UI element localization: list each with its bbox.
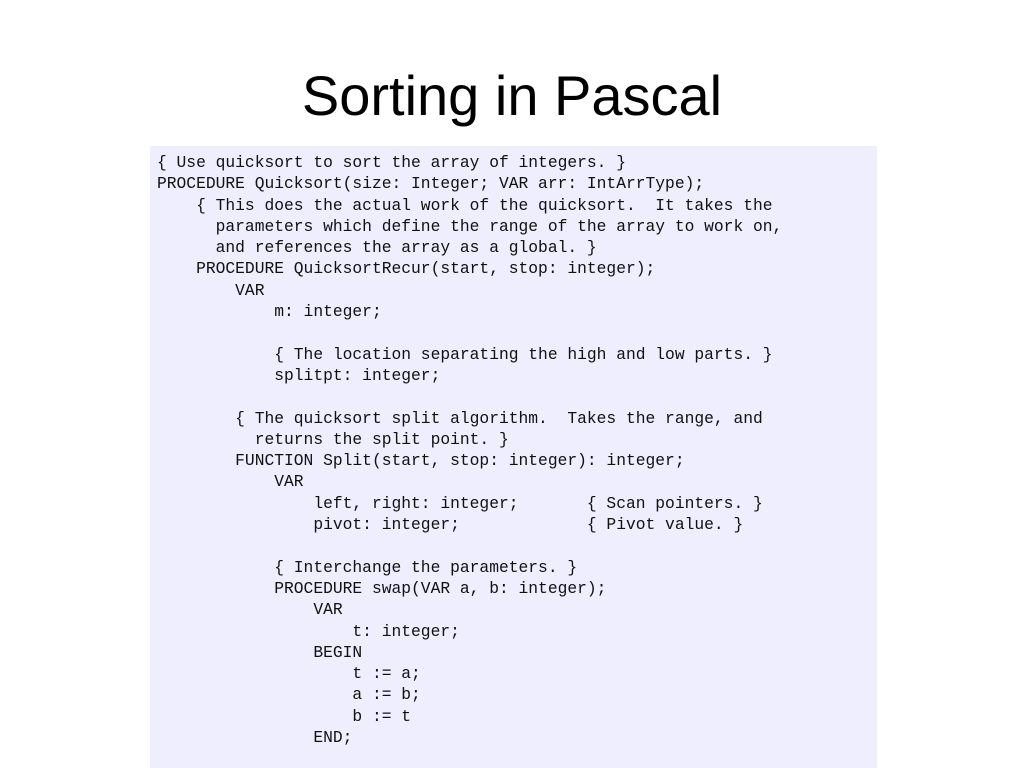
- code-line: and references the array as a global. }: [157, 238, 597, 258]
- code-line: VAR: [157, 472, 304, 492]
- code-line: { Use quicksort to sort the array of integers. }: [157, 153, 626, 172]
- code-line: b := t: [157, 706, 412, 726]
- code-line: splitpt: integer;: [157, 365, 441, 385]
- code-line: t := a;: [157, 664, 421, 684]
- code-listing: [150, 146, 877, 768]
- code-line: { The quicksort split algorithm. Takes the range, and: [157, 408, 763, 428]
- slide-title: Sorting in Pascal: [301, 64, 723, 127]
- code-line: { The location separating the high and low parts. }: [157, 344, 773, 364]
- code-line: [157, 535, 877, 556]
- code-line: FUNCTION Split(start, stop: integer): integer;: [157, 451, 685, 471]
- code-line: m: integer;: [157, 302, 382, 322]
- code-line: PROCEDURE Quicksort(size: Integer; VAR arr: IntArrType);: [157, 174, 705, 194]
- code-line: BEGIN: [157, 642, 363, 662]
- code-line: PROCEDURE swap(VAR a, b: integer);: [157, 578, 607, 598]
- code-line: [157, 322, 877, 343]
- code-line: t: integer;: [157, 621, 460, 641]
- code-line: parameters which define the range of the array to work on,: [157, 216, 783, 236]
- code-line: a := b;: [157, 685, 421, 705]
- code-line: PROCEDURE QuicksortRecur(start, stop: integer);: [157, 259, 656, 279]
- code-line: END;: [157, 728, 353, 748]
- code-line: VAR: [157, 280, 265, 300]
- code-line: { Interchange the parameters. }: [157, 557, 578, 577]
- code-line: { This does the actual work of the quicksort. It takes the: [157, 195, 773, 215]
- code-line: returns the split point. }: [157, 429, 509, 449]
- code-line: VAR: [157, 600, 343, 620]
- code-line: left, right: integer; { Scan pointers. }: [157, 493, 763, 513]
- code-line: [157, 386, 877, 407]
- code-block: [150, 146, 877, 748]
- code-line: pivot: integer; { Pivot value. }: [157, 515, 744, 535]
